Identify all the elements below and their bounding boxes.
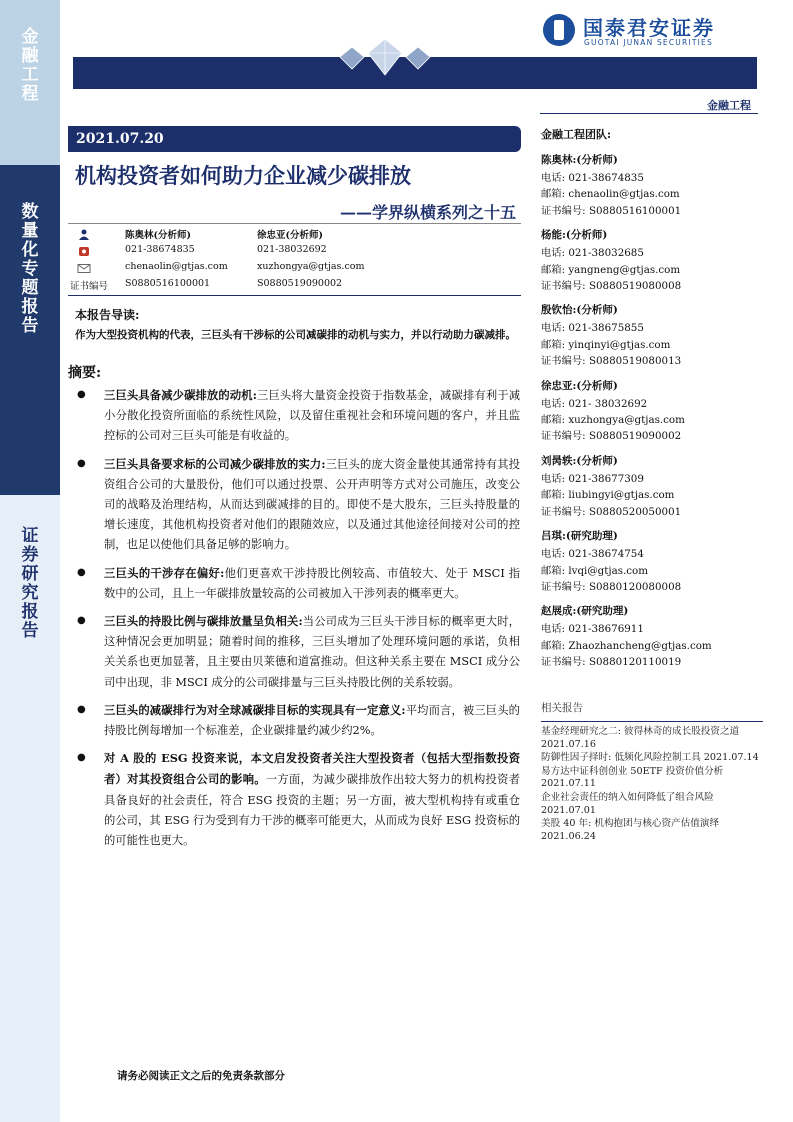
team-member <box>541 227 761 294</box>
diamond-gems-icon <box>330 35 440 85</box>
sidebar-top-label: 金 融 工 程 <box>21 27 39 105</box>
author-2-phone: 021-38032692 <box>257 244 327 255</box>
member-cert: 证书编号: S0880516100001 <box>541 204 682 217</box>
summary-heading: 摘要: <box>68 365 102 381</box>
summary-item-text: 三巨头将大量资金投资于指数基金，减碳排有利于减小分散化投资所面临的系统性风险，以及留住重视社会和环境问题的客户，并且监控标的公司对三巨头可能是有收益的。 <box>104 389 520 443</box>
summary-item-text: 他们更喜欢干涉持股比例较高、市值较大、处于 MSCI 指数中的公司，且上一年碳排放量较高的公司被加入干涉列表的概率更大。 <box>104 566 520 600</box>
summary-item-lead: 三巨头具备减少碳排放的动机: <box>104 388 257 402</box>
cert-label: 证书编号 <box>70 281 109 292</box>
related-report-link[interactable]: 易方达中证科创创业 50ETF 投资价值分析 2021.07.11 <box>541 765 724 790</box>
phone-icon <box>77 246 91 257</box>
member-email: 邮箱: yinqinyi@gtjas.com <box>541 338 671 351</box>
member-name: 刘昺轶:(分析师) <box>541 454 618 467</box>
member-email: 邮箱: liubingyi@gtjas.com <box>541 489 675 502</box>
team-panel <box>541 126 761 679</box>
email-icon <box>77 263 91 274</box>
related-report-link[interactable]: 防御性因子择时: 低频化风险控制工具 2021.07.14 <box>541 752 759 764</box>
report-title: 机构投资者如何助力企业减少碳排放 <box>75 163 411 188</box>
member-email: 邮箱: lvqi@gtjas.com <box>541 564 648 577</box>
related-report-link[interactable]: 企业社会责任的纳入如何降低了组合风险 2021.07.01 <box>541 791 714 816</box>
author-2-cert: S0880519090002 <box>257 278 343 289</box>
author-1-cert: S0880516100001 <box>125 278 211 289</box>
member-email: 邮箱: chenaolin@gtjas.com <box>541 188 680 201</box>
summary-item-lead: 三巨头具备要求标的公司减少碳排放的实力: <box>104 456 326 471</box>
member-cert: 证书编号: S0880519090002 <box>541 430 682 443</box>
related-divider <box>541 721 763 722</box>
person-icon <box>77 229 91 240</box>
member-phone: 电话: 021-38675855 <box>541 322 644 335</box>
member-name: 陈奥林:(分析师) <box>541 154 618 166</box>
author-phone-row <box>70 244 520 261</box>
summary-item-text: 一方面，为减少碳排放作出较大努力的机构投资者具备良好的社会责任，符合 ESG 投资的主题；另一方面，被大型机构持有或重仓的公司，其 ESG 行为受到有力干涉的概率可能更大，从而成为良好 ESG 投资标的的可能性也更大。 <box>104 773 520 848</box>
report-date: 2021.07.20 <box>68 126 521 152</box>
related-reports <box>541 700 763 844</box>
member-phone: 电话: 021-38674754 <box>541 548 644 561</box>
related-report-link[interactable]: 美股 40 年: 机构抱团与核心资产估值演绎 2021.06.24 <box>541 818 720 842</box>
summary-item <box>75 748 520 851</box>
team-member <box>541 152 761 219</box>
member-email: 邮箱: yangneng@gtjas.com <box>541 263 681 276</box>
author-1-phone: 021-38674835 <box>125 244 195 255</box>
related-heading: 相关报告 <box>541 702 583 714</box>
member-cert: 证书编号: S0880519080008 <box>541 280 682 293</box>
team-member <box>541 603 761 670</box>
sidebar-top-band <box>0 0 60 165</box>
team-member <box>541 378 761 445</box>
author-table <box>70 227 520 295</box>
section-divider <box>540 113 758 114</box>
report-subtitle: ——学界纵横系列之十五 <box>339 203 516 222</box>
sidebar-mid-label: 数 量 化 专 题 报 告 <box>21 202 39 337</box>
summary-item-text: 平均而言，被三巨头的持股比例每增加一个标准差，企业碳排量约减少约2%。 <box>104 703 520 738</box>
author-name-row <box>70 227 520 244</box>
member-name: 赵展成:(研究助理) <box>541 605 629 618</box>
sidebar-bottom-label: 证 券 研 究 报 告 <box>21 526 39 642</box>
member-email: 邮箱: Zhaozhancheng@gtjas.com <box>541 639 712 652</box>
member-cert: 证书编号: S0880520050001 <box>541 505 682 518</box>
summary-list <box>75 385 520 858</box>
sidebar-mid-band <box>0 165 60 495</box>
member-email: 邮箱: xuzhongya@gtjas.com <box>541 414 685 427</box>
summary-item-text: 当公司成为三巨头干涉目标的概率更大时，这种情况会更加明显；随着时间的推移，三巨头增加了处理环境问题的承诺，负相关关系也更加显著，且主要由贝莱德和道富推动。但这种关系主要在 MSCI 成分公司中出现，非 MSCI 成分的公司碳排量与三巨头持股比例的关系较弱。 <box>104 615 520 689</box>
section-label: 金融工程 <box>707 99 751 112</box>
brand-name-en: GUOTAI JUNAN SECURITIES <box>584 38 713 47</box>
guide-text: 作为大型投资机构的代表，三巨头有干涉标的公司减碳排的动机与实力，并以行动助力碳减排。 <box>75 329 516 341</box>
member-phone: 电话: 021-38032685 <box>541 247 644 260</box>
author-1-email[interactable]: chenaolin@gtjas.com <box>125 261 228 272</box>
brand-name-cn: 国泰君安证券 <box>583 16 715 40</box>
summary-item-lead: 三巨头的持股比例与碳排放量呈负相关: <box>104 614 303 629</box>
related-report-link[interactable]: 基金经理研究之二: 彼得林奇的成长股投资之道 2021.07.16 <box>541 726 740 750</box>
team-heading: 金融工程团队: <box>541 128 612 141</box>
brand-mark-icon <box>543 14 575 46</box>
member-phone: 电话: 021-38677309 <box>541 472 644 485</box>
title-divider <box>68 223 521 224</box>
sidebar-bottom-band <box>0 495 60 1122</box>
summary-item <box>75 454 520 556</box>
member-phone: 电话: 021- 38032692 <box>541 397 648 410</box>
guide-heading: 本报告导读: <box>75 308 140 322</box>
member-phone: 电话: 021-38676911 <box>541 623 644 636</box>
member-cert: 证书编号: S0880120110019 <box>541 656 682 669</box>
summary-item-lead: 对 A 股的 ESG 投资来说，本文启发投资者关注大型投资者（包括大型指数投资者）对其投资组合公司的影响。 <box>104 751 520 787</box>
summary-item <box>75 611 520 693</box>
member-name: 徐忠亚:(分析师) <box>541 379 618 392</box>
summary-item-text: 三巨头的庞大资金量使其通常持有其投资组合公司的大量股份，他们可以通过投票、公开声明等方式对公司施压，改变公司的战略及治理结构，从而达到碳减排的目的。即使不是大股东，三巨头持股量的增长速度，其他机构投资者对他们的跟随效应，以及通过其他途径间接对公司的控制，也足以使他们具备足够的影响力。 <box>104 457 520 552</box>
team-member <box>541 453 761 520</box>
author-2-email[interactable]: xuzhongya@gtjas.com <box>257 261 365 272</box>
member-phone: 电话: 021-38674835 <box>541 172 644 184</box>
summary-item-lead: 三巨头的干涉存在偏好: <box>104 565 225 580</box>
brand-logo <box>543 12 743 50</box>
summary-item <box>75 385 520 447</box>
author-divider <box>68 295 521 296</box>
team-member <box>541 528 761 595</box>
member-cert: 证书编号: S0880519080013 <box>541 355 682 368</box>
summary-item-lead: 三巨头的减碳排行为对全球减碳排目标的实现具有一定意义: <box>104 702 406 717</box>
footer-disclaimer: 请务必阅读正文之后的免责条款部分 <box>117 1070 285 1082</box>
author-email-row <box>70 261 520 278</box>
author-1-name: 陈奥林(分析师) <box>125 230 191 241</box>
member-cert: 证书编号: S0880120080008 <box>541 580 682 593</box>
summary-item <box>75 700 520 741</box>
author-cert-row <box>70 278 520 295</box>
author-2-name: 徐忠亚(分析师) <box>257 230 323 241</box>
member-name: 殷钦怡:(分析师) <box>541 304 618 317</box>
member-name: 吕琪:(研究助理) <box>541 530 618 543</box>
team-member <box>541 302 761 369</box>
member-name: 杨能:(分析师) <box>541 229 608 242</box>
summary-item <box>75 563 520 604</box>
